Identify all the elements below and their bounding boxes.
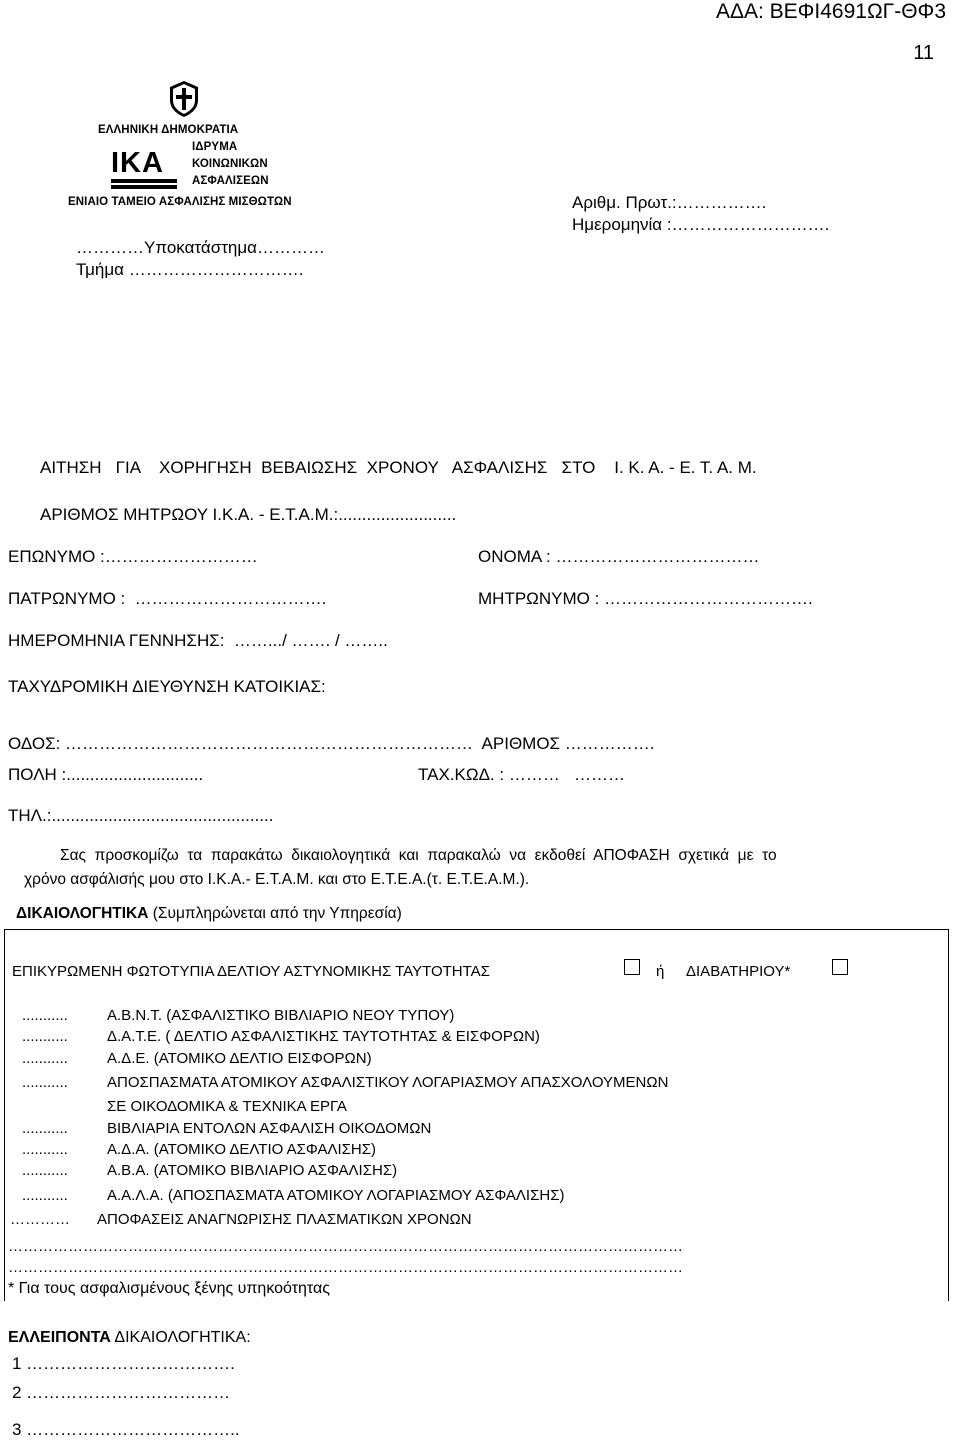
- name-field: ΟΝΟΜΑ : ………………………………: [478, 547, 760, 566]
- passport-checkbox[interactable]: [832, 959, 848, 975]
- or-label: ή: [656, 963, 665, 980]
- doc-dots: ...........: [22, 1141, 68, 1158]
- request-line-1: Σας προσκομίζω τα παρακάτω δικαιολογητικά και παρακαλώ να εκδοθεί ΑΠΟΦΑΣΗ σχετικά με το: [60, 847, 777, 864]
- ika-mark: [111, 148, 177, 192]
- protocol-number: Αριθμ. Πρωτ.:…………….: [572, 193, 767, 212]
- doc-dots: ...........: [22, 1162, 68, 1179]
- footnote: * Για τους ασφαλισμένους ξένης υπηκοότητας: [8, 1280, 330, 1297]
- logo-line-4: ΑΣΦΑΛΙΣΕΩΝ: [192, 175, 269, 187]
- registry-number-field: ΑΡΙΘΜΟΣ ΜΗΤΡΩΟΥ Ι.Κ.Α. - Ε.Τ.Α.Μ.:.........................: [40, 505, 457, 524]
- blank-line-1: ………………………………………………………………………………………………………………………: [8, 1238, 683, 1255]
- doc-item: Α.Δ.Α. (ΑΤΟΜΙΚΟ ΔΕΛΤΙΟ ΑΣΦΑΛΙΣΗΣ): [107, 1141, 377, 1158]
- doc-dots: ...........: [22, 1050, 68, 1067]
- birth-date-field: ΗΜΕΡΟΜΗΝΙΑ ΓΕΝΝΗΣΗΣ: …….../ ……. / ……..: [8, 631, 388, 650]
- surname-field: ΕΠΩΝΥΜΟ :………………………: [8, 547, 258, 566]
- passport-label: ΔΙΑΒΑΤΗΡΙΟΥ*: [686, 963, 791, 980]
- logo-line-2: ΙΔΡΥΜΑ: [192, 141, 238, 153]
- missing-documents-heading: [8, 1329, 251, 1347]
- doc-dots: ...........: [22, 1074, 68, 1091]
- date-field: Ημερομηνία :……………………….: [572, 215, 830, 234]
- street-field: ΟΔΟΣ: ……………………………………………………………… ΑΡΙΘΜΟΣ …………….: [8, 734, 655, 753]
- branch-field: …………Υποκατάστημα…………: [76, 238, 325, 257]
- missing-line-2: 2 ………………………………: [12, 1383, 231, 1402]
- missing-heading-bold: ΕΛΛΕΙΠΟΝΤΑ: [8, 1329, 111, 1346]
- department-field: Τμήμα ………………………….: [76, 260, 304, 279]
- doc-item: Α.Β.Α. (ΑΤΟΜΙΚΟ ΒΙΒΛΙΑΡΙΟ ΑΣΦΑΛΙΣΗΣ): [107, 1162, 398, 1179]
- doc-item: ΑΠΟΦΑΣΕΙΣ ΑΝΑΓΝΩΡΙΣΗΣ ΠΛΑΣΜΑΤΙΚΩΝ ΧΡΟΝΩΝ: [97, 1211, 472, 1228]
- city-field: ΠΟΛΗ :.............................: [8, 765, 204, 784]
- ika-letters: IKA: [111, 147, 164, 179]
- mother-name-field: ΜΗΤΡΩΝΥΜΟ : ……………………………….: [478, 589, 813, 608]
- missing-heading-rest: ΔΙΚΑΙΟΛΟΓΗΤΙΚΑ:: [114, 1329, 251, 1346]
- request-line-2: χρόνο ασφάλισής μου στο Ι.Κ.Α.- Ε.Τ.Α.Μ. και στο Ε.Τ.Ε.Α.(τ. Ε.Τ.Ε.Α.Μ.).: [24, 871, 530, 888]
- doc-item: Α.Β.Ν.Τ. (ΑΣΦΑΛΙΣΤΙΚΟ ΒΙΒΛΙΑΡΙΟ ΝΕΟΥ ΤΥΠΟΥ): [107, 1007, 455, 1024]
- doc-item: Α.Δ.Ε. (ΑΤΟΜΙΚΟ ΔΕΛΤΙΟ ΕΙΣΦΟΡΩΝ): [107, 1050, 372, 1067]
- logo-line-5: ΕΝΙΑΙΟ ΤΑΜΕΙΟ ΑΣΦΑΛΙΣΗΣ ΜΙΣΘΩΤΩΝ: [68, 196, 292, 208]
- doc-item: ΒΙΒΛΙΑΡΙΑ ΕΝΤΟΛΩΝ ΑΣΦΑΛΙΣΗ ΟΙΚΟΔΟΜΩΝ: [107, 1120, 432, 1137]
- documents-frame-top: [4, 929, 948, 930]
- page-number: 11: [913, 42, 934, 64]
- postal-code-field: ΤΑΧ.ΚΩΔ. : ……… ………: [418, 765, 625, 784]
- documents-frame-right: [948, 929, 949, 1301]
- doc-dots: …………: [10, 1211, 70, 1228]
- doc-item: ΑΠΟΣΠΑΣΜΑΤΑ ΑΤΟΜΙΚΟΥ ΑΣΦΑΛΙΣΤΙΚΟΥ ΛΟΓΑΡΙΑΣΜΟΥ ΑΠΑΣΧΟΛΟΥΜΕΝΩΝ: [107, 1074, 669, 1091]
- doc-dots: ...........: [22, 1028, 68, 1045]
- id-copy-checkbox[interactable]: [624, 959, 640, 975]
- form-title: ΑΙΤΗΣΗ ΓΙΑ ΧΟΡΗΓΗΣΗ ΒΕΒΑΙΩΣΗΣ ΧΡΟΝΟΥ ΑΣΦΑΛΙΣΗΣ ΣΤΟ Ι. Κ. Α. - Ε. Τ. Α. Μ.: [40, 458, 757, 477]
- address-heading: ΤΑΧΥΔΡΟΜΙΚΗ ΔΙΕΥΘΥΝΣΗ ΚΑΤΟΙΚΙΑΣ:: [8, 677, 326, 696]
- id-copy-label: ΕΠΙΚΥΡΩΜΕΝΗ ΦΩΤΟΤΥΠΙΑ ΔΕΛΤΙΟΥ ΑΣΤΥΝΟΜΙΚΗΣ ΤΑΥΤΟΤΗΤΑΣ: [12, 963, 490, 980]
- doc-item: Α.Α.Λ.Α. (ΑΠΟΣΠΑΣΜΑΤΑ ΑΤΟΜΙΚΟΥ ΛΟΓΑΡΙΑΣΜΟΥ ΑΣΦΑΛΙΣΗΣ): [107, 1187, 565, 1204]
- ika-logo: [64, 72, 334, 212]
- doc-item: Δ.Α.Τ.Ε. ( ΔΕΛΤΙΟ ΑΣΦΑΛΙΣΤΙΚΗΣ ΤΑΥΤΟΤΗΤΑΣ & ΕΙΣΦΟΡΩΝ): [107, 1028, 540, 1045]
- blank-line-2: ………………………………………………………………………………………………………………………: [8, 1259, 683, 1276]
- documents-heading: [16, 905, 402, 923]
- missing-line-3: 3 ………………………………..: [12, 1420, 240, 1439]
- ika-stripe-1: [111, 179, 177, 183]
- ada-code: ΑΔΑ: ΒΕΦΙ4691ΩΓ-ΘΦ3: [715, 0, 946, 23]
- documents-heading-bold: ΔΙΚΑΙΟΛΟΓΗΤΙΚΑ: [16, 905, 149, 922]
- documents-heading-note: (Συμπληρώνεται από την Υπηρεσία): [152, 905, 402, 922]
- greek-emblem-icon: [167, 80, 201, 118]
- doc-dots: ...........: [22, 1120, 68, 1137]
- phone-field: ΤΗΛ.:...............................................: [8, 806, 274, 825]
- ika-stripe-2: [111, 185, 177, 189]
- doc-item-continuation: ΣΕ ΟΙΚΟΔΟΜΙΚΑ & ΤΕΧΝΙΚΑ ΕΡΓΑ: [107, 1098, 347, 1115]
- logo-line-3: ΚΟΙΝΩΝΙΚΩΝ: [192, 158, 268, 170]
- missing-line-1: 1 ……………………………….: [12, 1354, 235, 1373]
- doc-dots: ...........: [22, 1007, 68, 1024]
- doc-dots: ...........: [22, 1187, 68, 1204]
- father-name-field: ΠΑΤΡΩΝΥΜΟ : …………………………….: [8, 589, 327, 608]
- logo-line-1: ΕΛΛΗΝΙΚΗ ΔΗΜΟΚΡΑΤΙΑ: [98, 124, 239, 136]
- documents-frame-left: [4, 929, 5, 1301]
